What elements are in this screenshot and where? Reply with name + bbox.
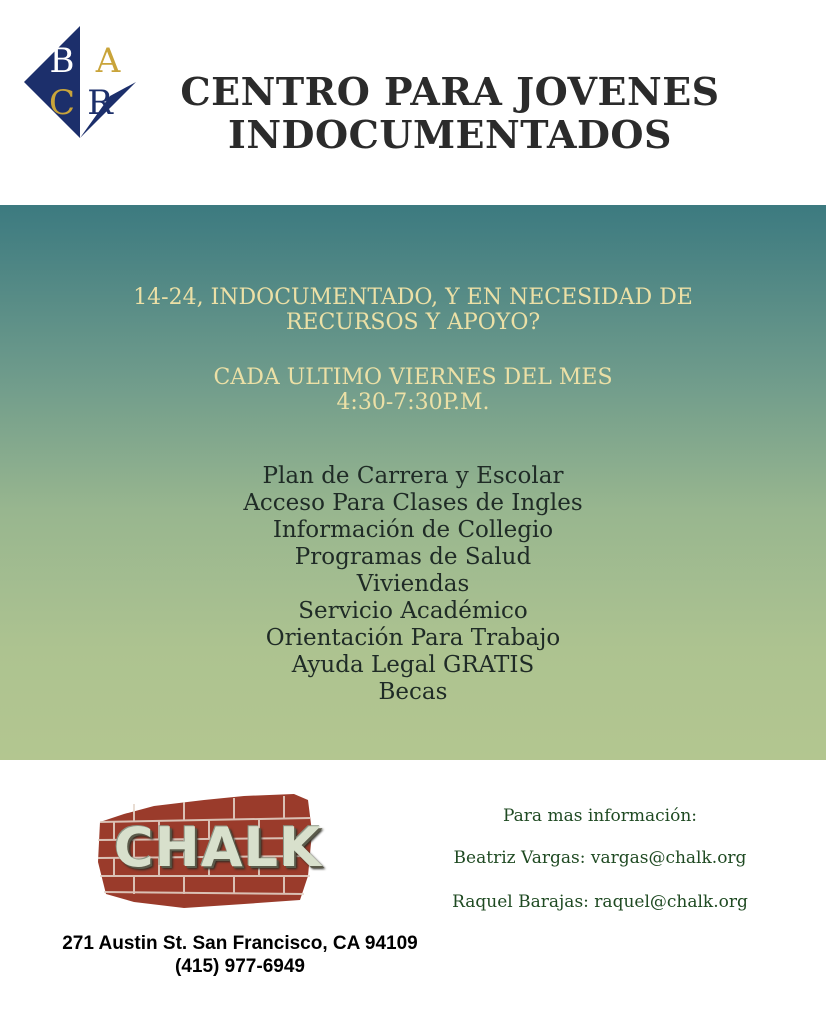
title-line-2: INDOCUMENTADOS <box>228 112 672 157</box>
address-block <box>20 932 460 978</box>
schedule <box>60 365 766 415</box>
chalk-logo <box>94 792 322 910</box>
schedule-day: CADA ULTIMO VIERNES DEL MES <box>213 365 613 390</box>
contact-beatriz[interactable]: Beatriz Vargas: vargas@chalk.org <box>453 848 747 868</box>
logo-letter-c: C <box>48 83 76 123</box>
street-address: 271 Austin St. San Francisco, CA 94109 <box>62 933 418 954</box>
info-panel <box>0 205 826 760</box>
contact-raquel[interactable]: Raquel Barajas: raquel@chalk.org <box>452 892 748 912</box>
bacr-logo-graphic <box>24 26 136 138</box>
service-item: Viviendas <box>356 571 470 597</box>
service-item: Becas <box>378 679 448 705</box>
intro-line-2: RECURSOS Y APOYO? <box>285 310 541 335</box>
title-line-1: CENTRO PARA JOVENES <box>180 69 720 114</box>
intro-question <box>60 285 766 335</box>
service-item: Ayuda Legal GRATIS <box>291 652 535 678</box>
intro-line-1: 14-24, INDOCUMENTADO, Y EN NECESIDAD DE <box>133 285 693 310</box>
bacr-logo <box>24 26 136 138</box>
phone-number: (415) 977-6949 <box>175 956 305 977</box>
schedule-time: 4:30-7:30P.M. <box>336 390 490 415</box>
service-item: Acceso Para Clases de Ingles <box>243 490 583 516</box>
service-item: Información de Collegio <box>272 517 554 543</box>
logo-letter-r: R <box>87 83 113 123</box>
service-item: Orientación Para Trabajo <box>265 625 561 651</box>
services-list <box>110 463 716 706</box>
logo-letter-a: A <box>95 41 121 81</box>
page-title <box>150 70 750 156</box>
service-item: Plan de Carrera y Escolar <box>262 463 564 489</box>
logo-letter-b: B <box>49 41 75 81</box>
service-item: Programas de Salud <box>294 544 532 570</box>
chalk-logo-text: CHALK <box>114 816 322 879</box>
service-item: Servicio Académico <box>298 598 528 624</box>
contact-heading: Para mas información: <box>502 806 698 826</box>
